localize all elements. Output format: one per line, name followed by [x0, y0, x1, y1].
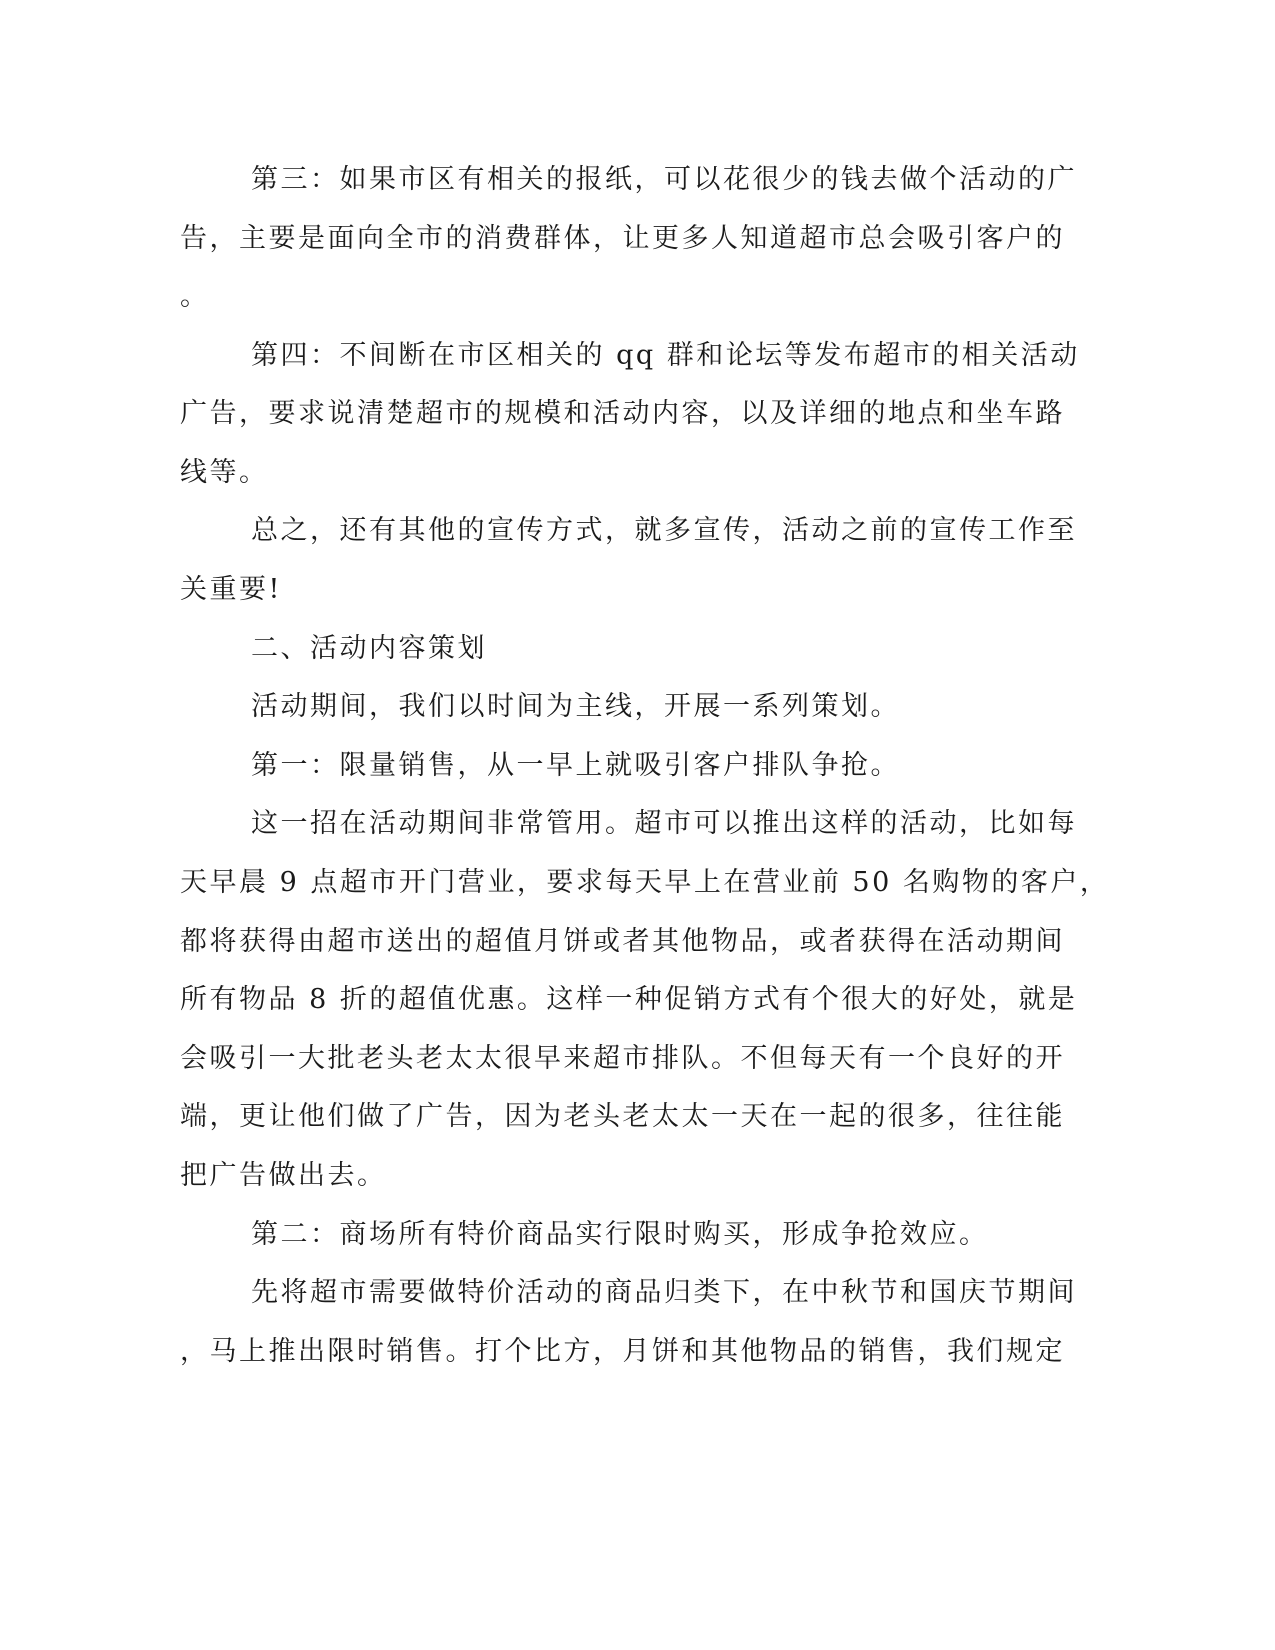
paragraph-line: 关重要!	[180, 574, 282, 605]
paragraph-line: 告，主要是面向全市的消费群体，让更多人知道超市总会吸引客户的	[180, 223, 1065, 254]
paragraph-line: 广告，要求说清楚超市的规模和活动内容，以及详细的地点和坐车路	[180, 398, 1065, 429]
paragraph-line: 天早晨 9 点超市开门营业，要求每天早上在营业前 50 名购物的客户，	[180, 867, 1110, 898]
paragraph-line: 都将获得由超市送出的超值月饼或者其他物品，或者获得在活动期间	[180, 926, 1065, 957]
section-heading: 二、活动内容策划	[251, 633, 487, 664]
paragraph-line: 线等。	[180, 457, 269, 488]
paragraph-line: 总之，还有其他的宣传方式，就多宣传，活动之前的宣传工作至	[251, 515, 1077, 546]
paragraph-line: ，马上推出限时销售。打个比方，月饼和其他物品的销售，我们规定	[180, 1336, 1065, 1367]
paragraph-line: 这一招在活动期间非常管用。超市可以推出这样的活动，比如每	[251, 808, 1077, 839]
paragraph-line: 端，更让他们做了广告，因为老头老太太一天在一起的很多，往往能	[180, 1101, 1065, 1132]
paragraph-line: 。	[180, 281, 210, 312]
paragraph-line: 把广告做出去。	[180, 1160, 387, 1191]
paragraph-line: 会吸引一大批老头老太太很早来超市排队。不但每天有一个良好的开	[180, 1043, 1065, 1074]
paragraph-line: 第四：不间断在市区相关的 qq 群和论坛等发布超市的相关活动	[251, 340, 1080, 371]
paragraph-line: 先将超市需要做特价活动的商品归类下，在中秋节和国庆节期间	[251, 1277, 1077, 1308]
paragraph-line: 第一：限量销售，从一早上就吸引客户排队争抢。	[251, 750, 900, 781]
paragraph-line: 活动期间，我们以时间为主线，开展一系列策划。	[251, 691, 900, 722]
paragraph-line: 第二：商场所有特价商品实行限时购买，形成争抢效应。	[251, 1219, 989, 1250]
paragraph-line: 所有物品 8 折的超值优惠。这样一种促销方式有个很大的好处，就是	[180, 984, 1078, 1015]
paragraph-line: 第三：如果市区有相关的报纸，可以花很少的钱去做个活动的广	[251, 164, 1077, 195]
